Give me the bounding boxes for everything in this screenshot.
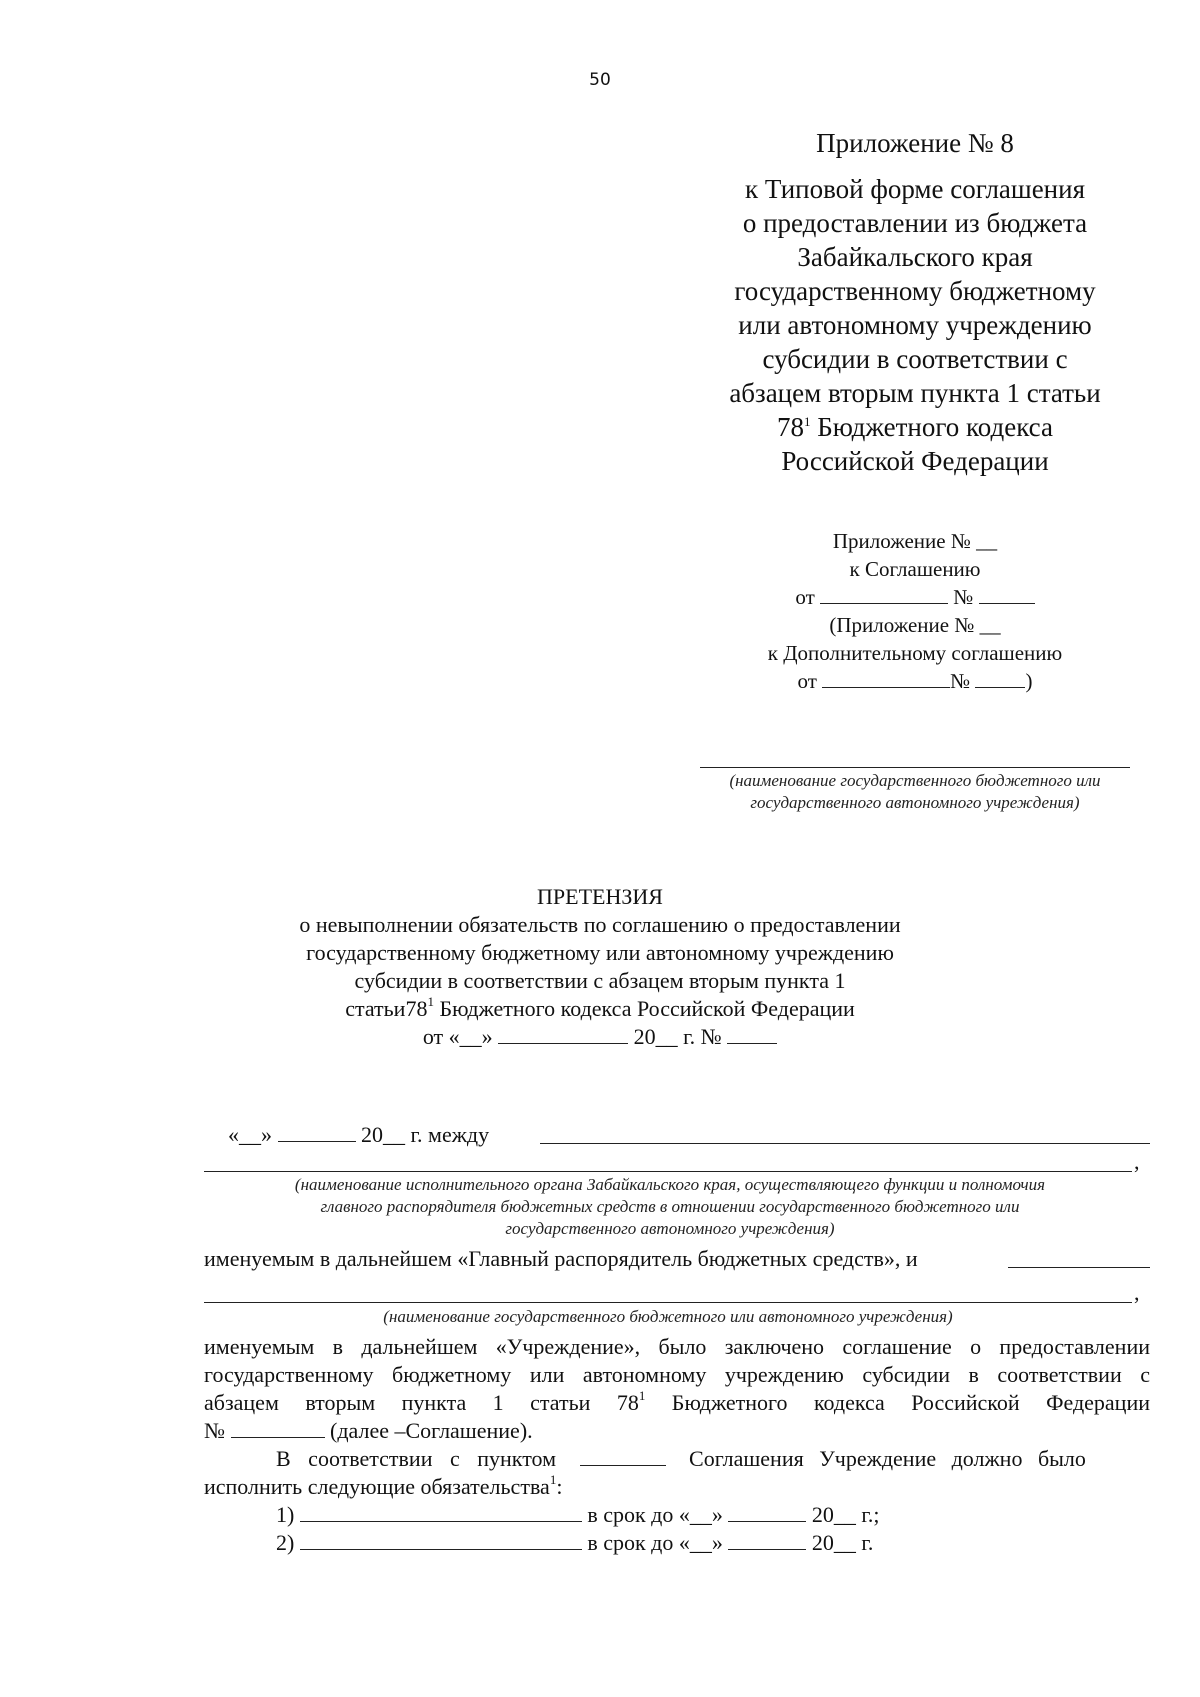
- claim-month-blank: [498, 1023, 628, 1044]
- appendix-title: Приложение № 8: [816, 128, 1014, 158]
- article-number: 78: [777, 412, 805, 442]
- named-main-text: именуемым в дальнейшем «Главный распорядитель бюджетных средств», и: [204, 1246, 918, 1271]
- close-paren: ): [1025, 669, 1033, 693]
- clause-blank: [580, 1445, 666, 1466]
- recipient-caption-line-2: государственного автономного учреждения): [750, 793, 1080, 812]
- according-text: В соответствии с пунктом: [276, 1446, 557, 1471]
- appendix-line-8: [700, 410, 1130, 444]
- agreement-appendix-line-1: Приложение № __: [832, 529, 998, 553]
- item-number: 1): [276, 1502, 295, 1527]
- appendix-line-9: Российской Федерации: [781, 446, 1049, 476]
- paragraph-1-line-3: [204, 1389, 1150, 1417]
- executive-name-line-1: [540, 1143, 1150, 1144]
- date-blank: [820, 583, 948, 604]
- paragraph-2-line-2: [204, 1473, 562, 1501]
- paragraph-1-line-2: государственному бюджетному или автономному учреждению субсидии в соответствии с: [204, 1362, 1150, 1387]
- date-year-between: 20__ г. между: [361, 1122, 490, 1147]
- obligation-blank: [300, 1529, 582, 1550]
- text: абзацем вторым пункта 1 статьи 78: [204, 1390, 639, 1415]
- claim-subtitle-line-4: [0, 995, 1200, 1023]
- code-name: Бюджетного кодекса Российской Федерации: [433, 996, 855, 1021]
- paragraph-1-line-1: именуемым в дальнейшем «Учреждение», было заключено соглашение о предоставлении: [204, 1334, 1150, 1359]
- paragraph-1-line-4: [204, 1417, 533, 1445]
- claim-date-line: [0, 1023, 1200, 1051]
- executive-caption-line-1: (наименование исполнительного органа Забайкальского края, осуществляющего функции и полномочия: [294, 1175, 1046, 1194]
- agreement-appendix-line-4: (Приложение № __: [829, 613, 1001, 637]
- appendix-line-6: субсидии в соответствии с: [762, 344, 1068, 374]
- date-month-blank: [278, 1121, 356, 1142]
- due-year: 20__ г.: [811, 1530, 874, 1555]
- agreement-appendix-line-5: к Дополнительному соглашению: [767, 641, 1063, 665]
- due-month-blank: [728, 1529, 806, 1550]
- agreement-appendix-line-6: [700, 667, 1130, 695]
- institution-name-line-1: [1008, 1267, 1150, 1268]
- executive-caption-line-3: государственного автономного учреждения): [505, 1219, 835, 1238]
- page-number: 50: [589, 70, 611, 90]
- footnote-marker: 1: [549, 1472, 557, 1487]
- number-blank: [975, 667, 1025, 688]
- executive-name-line-2: [204, 1171, 1132, 1172]
- appendix-line-4: государственному бюджетному: [734, 276, 1096, 306]
- appendix-line-1: к Типовой форме соглашения: [745, 174, 1085, 204]
- claim-date-year: 20__ г. №: [633, 1024, 722, 1049]
- institution-caption: (наименование государственного бюджетного или автономного учреждения): [383, 1307, 953, 1326]
- claim-subtitle-line-2: государственному бюджетному или автономному учреждению: [306, 940, 894, 965]
- article-rest: Бюджетного кодекса: [810, 412, 1053, 442]
- due-year: 20__ г.;: [811, 1502, 880, 1527]
- date-day: «__»: [228, 1122, 272, 1147]
- claim-date-day: от «__»: [422, 1024, 493, 1049]
- paragraph-2-line-1: [276, 1445, 1150, 1473]
- from-label: от: [795, 585, 815, 609]
- claim-subtitle-line-1: о невыполнении обязательств по соглашению о предоставлении: [299, 912, 901, 937]
- agreement-appendix-line-3: [700, 583, 1130, 611]
- appendix-line-3: Забайкальского края: [797, 242, 1033, 272]
- comma: ,: [1134, 1149, 1140, 1174]
- colon: :: [556, 1474, 563, 1499]
- parties-date-line: [228, 1121, 1150, 1149]
- item-number: 2): [276, 1530, 295, 1555]
- number-sign: №: [204, 1418, 225, 1443]
- claim-number-blank: [727, 1023, 777, 1044]
- number-label: №: [953, 585, 974, 609]
- article-superscript: 1: [804, 414, 811, 429]
- appendix-line-7: абзацем вторым пункта 1 статьи: [729, 378, 1101, 408]
- institution-name-line-2: [204, 1302, 1132, 1303]
- number-blank: [979, 583, 1035, 604]
- claim-subtitle-line-3: субсидии в соответствии с абзацем вторым пункта 1: [354, 968, 846, 993]
- agreement-obligation-text: Соглашения Учреждение должно было: [689, 1446, 1086, 1471]
- obligation-item-2: [276, 1529, 873, 1557]
- agreement-appendix-line-2: к Соглашению: [849, 557, 981, 581]
- due-label: в срок до «__»: [587, 1502, 723, 1527]
- number-label: №: [950, 669, 971, 693]
- comma: ,: [1134, 1280, 1140, 1305]
- claim-heading: ПРЕТЕНЗИЯ: [537, 884, 663, 909]
- obligation-item-1: [276, 1501, 880, 1529]
- recipient-caption-line-1: (наименование государственного бюджетного или: [729, 771, 1101, 790]
- recipient-name-line: [700, 767, 1130, 768]
- hereinafter-text: (далее –Соглашение).: [330, 1418, 533, 1443]
- text: Бюджетного кодекса Российской Федерации: [645, 1390, 1150, 1415]
- from-label: от: [797, 669, 817, 693]
- obligation-blank: [300, 1501, 582, 1522]
- article-superscript: 1: [638, 1388, 646, 1403]
- agreement-number-blank: [231, 1417, 325, 1438]
- article-superscript: 1: [427, 994, 434, 1009]
- text: исполнить следующие обязательства: [204, 1474, 550, 1499]
- executive-caption-line-2: главного распорядителя бюджетных средств в отношении государственного бюджетного или: [320, 1197, 1020, 1216]
- article-label: статьи78: [345, 996, 428, 1021]
- due-label: в срок до «__»: [587, 1530, 723, 1555]
- date-blank: [822, 667, 950, 688]
- due-month-blank: [728, 1501, 806, 1522]
- appendix-line-5: или автономному учреждению: [738, 310, 1092, 340]
- appendix-line-2: о предоставлении из бюджета: [742, 208, 1088, 238]
